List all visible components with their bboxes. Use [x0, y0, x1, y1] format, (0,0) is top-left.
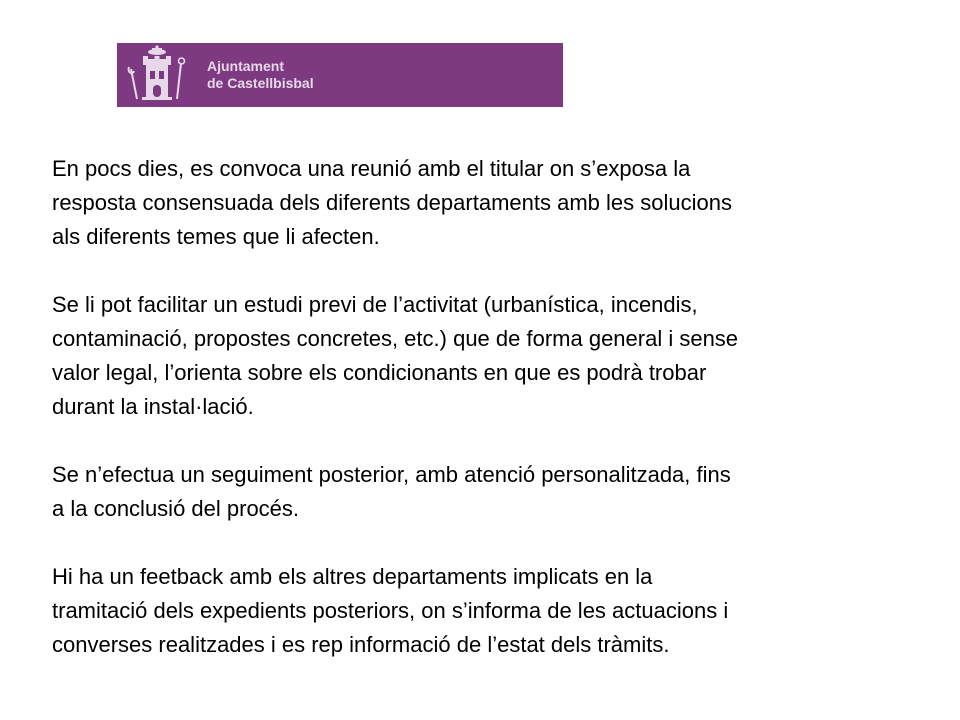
document-body: [52, 152, 932, 662]
paragraph-1: En pocs dies, es convoca una reunió amb el titular on s’exposa la resposta consensuada dels diferents departaments amb les solucions als diferents temes que li afecten.: [52, 156, 732, 249]
paragraph-2: Se li pot facilitar un estudi previ de l’activitat (urbanística, incendis, contaminació, propostes concretes, etc.) que de forma general i sense valor legal, l’orienta sobre els condicionants en que es podrà trobar durant la instal·lació.: [52, 292, 739, 419]
castle-coat-of-arms-icon: [117, 43, 197, 107]
paragraph-3: Se n’efectua un seguiment posterior, amb atenció personalitzada, fins a la conclusió del procés.: [52, 462, 731, 521]
logo-banner: [117, 43, 563, 107]
logo-line-1: Ajuntament: [207, 58, 284, 74]
logo-text: [207, 58, 314, 92]
paragraph-4: Hi ha un feetback amb els altres departaments implicats en la tramitació dels expedients posteriors, on s’informa de les actuacions i converses realitzades i es rep informació de l’estat dels tràmits.: [52, 564, 729, 657]
logo-line-2: de Castellbisbal: [207, 75, 314, 91]
